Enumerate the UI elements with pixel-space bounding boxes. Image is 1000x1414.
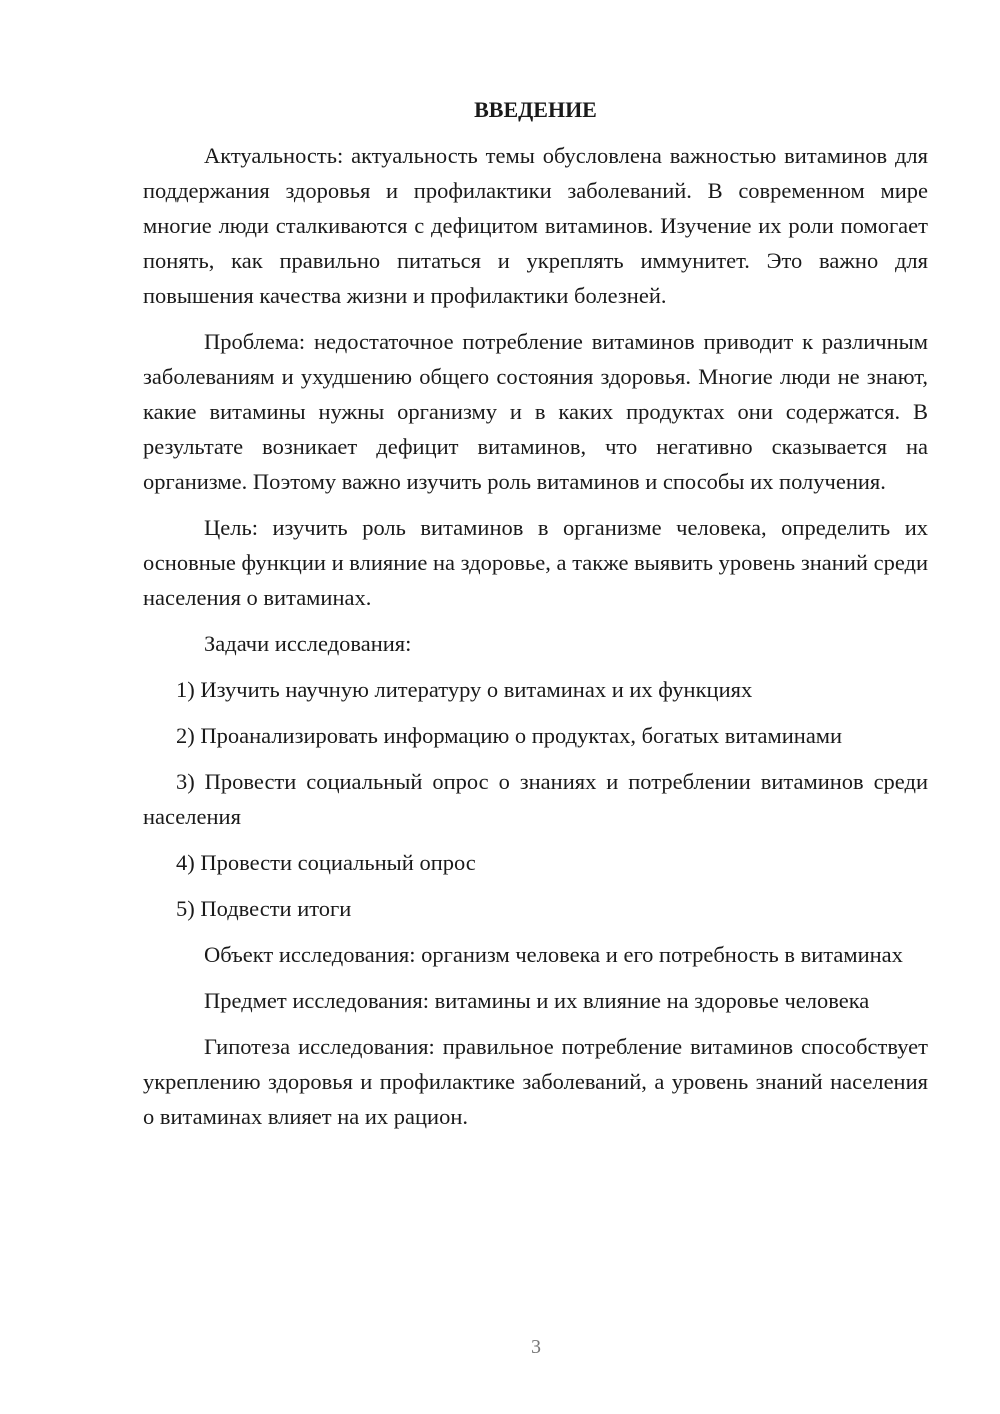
- task-item-1: 1) Изучить научную литературу о витаминах и их функциях: [176, 677, 753, 702]
- task-item-3: 3) Провести социальный опрос о знаниях и потреблении витаминов среди населения: [143, 769, 928, 829]
- task-item-4: 4) Провести социальный опрос: [176, 850, 476, 875]
- page-content: [143, 92, 928, 1145]
- subject-paragraph: Предмет исследования: витамины и их влияние на здоровье человека: [204, 988, 870, 1013]
- page-number: 3: [531, 1336, 541, 1358]
- task-item-5: 5) Подвести итоги: [176, 896, 352, 921]
- hypothesis-paragraph: Гипотеза исследования: правильное потребление витаминов способствует укреплению здоровья и профилактике заболеваний, а уровень знаний населения о витаминах влияет на их рацион.: [143, 1034, 928, 1129]
- object-paragraph: Объект исследования: организм человека и его потребность в витаминах: [204, 942, 903, 967]
- task-item-2: 2) Проанализировать информацию о продуктах, богатых витаминами: [176, 723, 843, 748]
- relevance-paragraph: Актуальность: актуальность темы обусловлена важностью витаминов для поддержания здоровья и профилактики заболеваний. В современном мире многие люди сталкиваются с дефицитом витаминов. Изучение их роли помогает понять, как правильно питаться и укреплять иммунитет. Это важно для повышения качества жизни и профилактики болезней.: [143, 143, 928, 308]
- section-heading: ВВЕДЕНИЕ: [474, 97, 597, 122]
- problem-paragraph: Проблема: недостаточное потребление витаминов приводит к различным заболеваниям и ухудшению общего состояния здоровья. Многие люди не знают, какие витамины нужны организму и в каких продуктах они содержатся. В результате возникает дефицит витаминов, что негативно сказывается на организме. Поэтому важно изучить роль витаминов и способы их получения.: [143, 329, 928, 494]
- goal-paragraph: Цель: изучить роль витаминов в организме человека, определить их основные функции и влияние на здоровье, а также выявить уровень знаний среди населения о витаминах.: [143, 515, 928, 610]
- tasks-title: Задачи исследования:: [204, 631, 412, 656]
